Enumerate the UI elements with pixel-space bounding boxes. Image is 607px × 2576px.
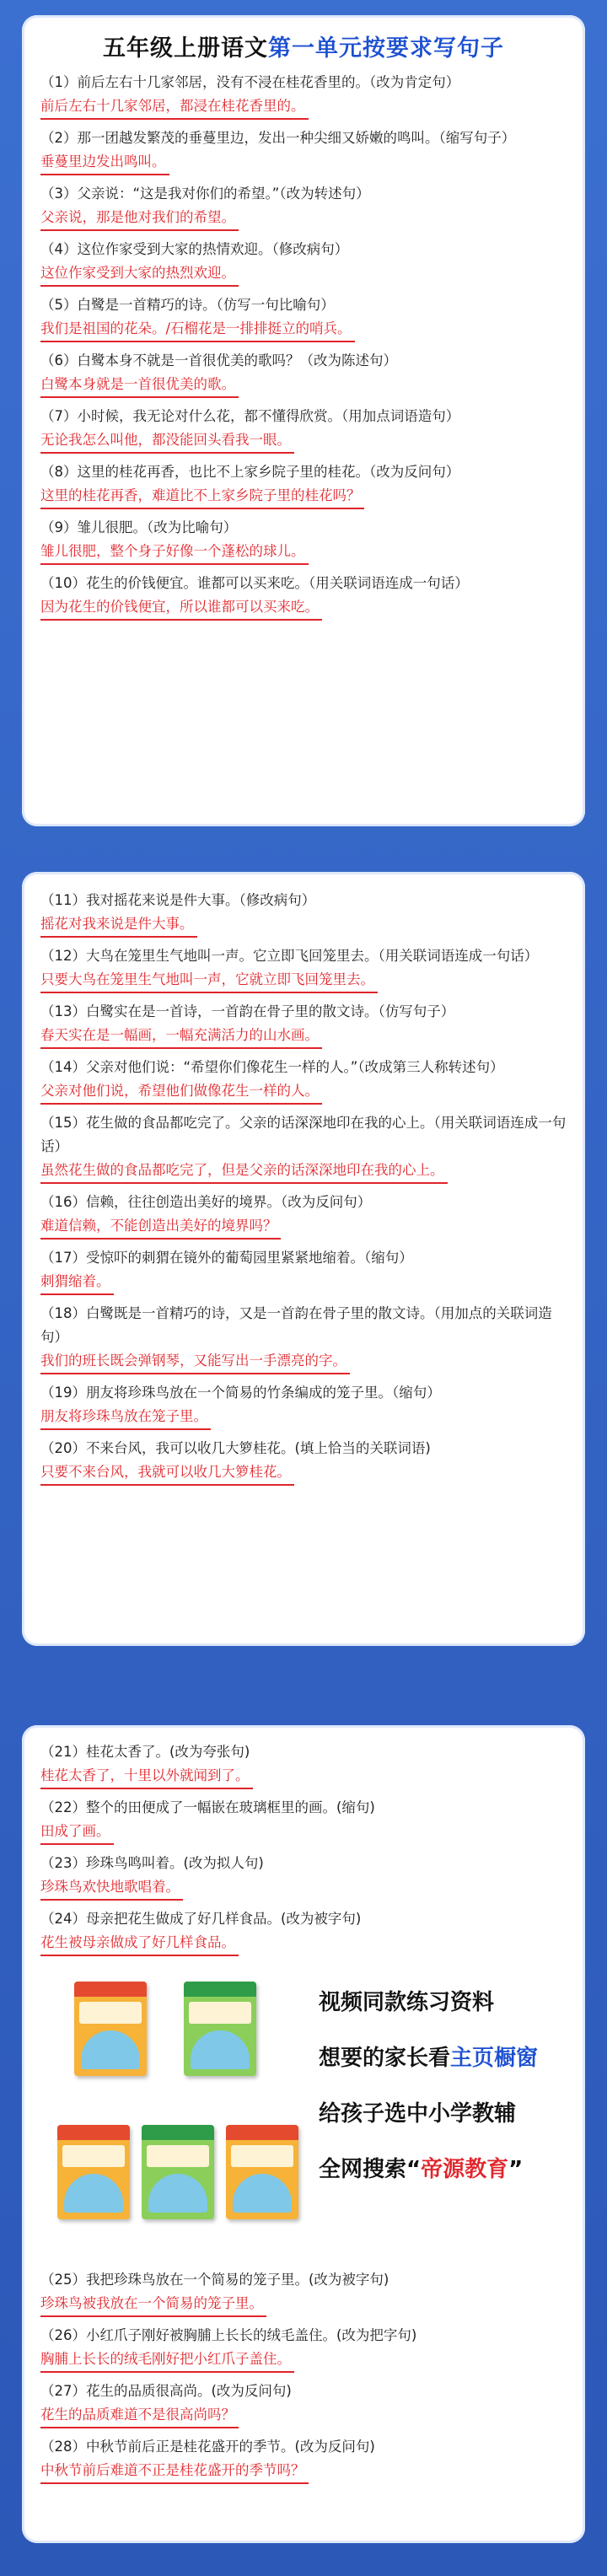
question: （7）小时候，我无论对什么花，都不懂得欣赏。（用加点词语造句） (40, 408, 460, 424)
question: （13）白鹭实在是一首诗，一首韵在骨子里的散文诗。（仿写句子） (40, 1003, 455, 1019)
exercise-item (40, 1246, 567, 1299)
exercise-item (40, 1111, 567, 1187)
title-part2: 第一单元按要求写句子 (268, 35, 504, 62)
exercise-item (40, 889, 567, 941)
answer: 我们是祖国的花朵。/石榴花是一排排挺立的哨兵。 (40, 317, 355, 342)
page-title (22, 15, 585, 71)
question: （19）朋友将珍珠鸟放在一个简易的竹条编成的笼子里。（缩句） (40, 1385, 441, 1401)
panel-2 (22, 872, 585, 1646)
question: （6）白鹭本身不就是一首很优美的歌吗？（改为陈述句） (40, 352, 397, 368)
answer: 朋友将珍珠鸟放在笼子里。 (40, 1405, 211, 1430)
exercise-item (40, 71, 567, 123)
question: （24）母亲把花生做成了好几样食品。(改为被字句) (40, 1911, 362, 1927)
book-cover-image (57, 2125, 130, 2219)
question: （21）桂花太香了。(改为夸张句) (40, 1744, 250, 1760)
answer: 前后左右十几家邻居，都浸在桂花香里的。 (40, 94, 309, 120)
answer: 珍珠鸟被我放在一个简易的笼子里。 (40, 2292, 266, 2317)
exercise-item (40, 126, 567, 179)
exercise-item (40, 1302, 567, 1378)
question: （22）整个的田便成了一幅嵌在玻璃框里的画。(缩句) (40, 1799, 375, 1815)
question: （18）白鹭既是一首精巧的诗，又是一首韵在骨子里的散文诗。（用加点的关联词造句） (40, 1305, 552, 1345)
question: （4）这位作家受到大家的热情欢迎。（修改病句） (40, 241, 349, 257)
answer: 无论我怎么叫他，都没能回头看我一眼。 (40, 428, 294, 454)
exercise-item (40, 182, 567, 234)
answer: 花生被母亲做成了好几样食品。 (40, 1931, 239, 1956)
question: （28）中秋节前后正是桂花盛开的季节。(改为反问句) (40, 2439, 375, 2455)
exercise-item (40, 1852, 567, 1904)
exercise-item (40, 349, 567, 401)
answer: 虽然花生做的食品都吃完了，但是父亲的话深深地印在我的心上。 (40, 1159, 448, 1184)
answer: 花生的品质难道不是很高尚吗？ (40, 2403, 239, 2428)
book-cover-image (226, 2125, 298, 2219)
promo-line (319, 2148, 580, 2204)
answer: 刺猬缩着。 (40, 1270, 114, 1295)
answer: 我们的班长既会弹钢琴，又能写出一手漂亮的字。 (40, 1349, 350, 1374)
exercise-item (40, 1437, 567, 1489)
question: （1）前后左右十几家邻居，没有不浸在桂花香里的。（改为肯定句） (40, 74, 460, 90)
answer: 这里的桂花再香，难道比不上家乡院子里的桂花吗？ (40, 484, 364, 509)
answer: 只要大鸟在笼里生气地叫一声，它就立即飞回笼里去。 (40, 968, 378, 993)
title-part1: 五年级上册语文 (103, 35, 268, 62)
promo-line-text: 全网搜索“ (319, 2157, 422, 2182)
question: （14）父亲对他们说：“希望你们像花生一样的人。”（改成第三人称转述句） (40, 1059, 504, 1075)
question: （26）小红爪子刚好被胸脯上长长的绒毛盖住。(改为把字句) (40, 2327, 417, 2343)
question: （11）我对摇花来说是件大事。（修改病句） (40, 892, 316, 908)
promo-line: 视频同款练习资料 (319, 1990, 495, 2015)
section-1-list (22, 71, 585, 624)
answer: 这位作家受到大家的热烈欢迎。 (40, 261, 239, 287)
promo-line-text: ” (508, 2157, 524, 2182)
answer: 珍珠鸟欢快地歌唱着。 (40, 1875, 183, 1901)
exercise-item (40, 1000, 567, 1052)
question: （27）花生的品质很高尚。(改为反问句) (40, 2383, 292, 2399)
exercise-item (40, 1056, 567, 1108)
question: （23）珍珠鸟鸣叫着。(改为拟人句) (40, 1855, 264, 1871)
exercise-item (40, 460, 567, 513)
book-cover-image (142, 2125, 214, 2219)
question: （20）不来台风，我可以收几大箩桂花。(填上恰当的关联词语) (40, 1440, 431, 1456)
question: （2）那一团越发繁茂的垂蔓里边，发出一种尖细又娇嫩的鸣叫。（缩写句子） (40, 130, 516, 146)
question: （8）这里的桂花再香，也比不上家乡院子里的桂花。（改为反问句） (40, 464, 460, 480)
answer: 田成了画。 (40, 1820, 114, 1845)
answer: 桂花太香了，十里以外就闻到了。 (40, 1764, 253, 1789)
exercise-item (40, 1381, 567, 1433)
answer: 白鹭本身就是一首很优美的歌。 (40, 373, 239, 398)
answer: 雏儿很肥，整个身子好像一个蓬松的球儿。 (40, 540, 309, 565)
exercise-item (40, 944, 567, 997)
answer: 春天实在是一幅画，一幅充满活力的山水画。 (40, 1024, 322, 1049)
exercise-item (40, 2435, 567, 2487)
promo-brand: 帝源教育 (421, 2157, 509, 2182)
exercise-item (40, 572, 567, 624)
exercise-item (40, 1740, 567, 1793)
question: （5）白鹭是一首精巧的诗。（仿写一句比喻句） (40, 297, 335, 313)
exercise-item (40, 293, 567, 346)
exercise-item (40, 2268, 567, 2321)
exercise-item (40, 1907, 567, 1960)
answer: 垂蔓里边发出鸣叫。 (40, 150, 169, 175)
question: （3）父亲说：“这是我对你们的希望。”（改为转述句） (40, 186, 370, 202)
question: （25）我把珍珠鸟放在一个简易的笼子里。(改为被字句) (40, 2272, 389, 2288)
answer: 只要不来台风，我就可以收几大箩桂花。 (40, 1460, 294, 1486)
exercise-item (40, 238, 567, 290)
promo-text (319, 1982, 580, 2204)
question: （12）大鸟在笼里生气地叫一声。它立即飞回笼里去。（用关联词语连成一句话） (40, 948, 539, 964)
promo-highlight: 主页橱窗 (450, 2046, 539, 2071)
exercise-item (40, 1796, 567, 1848)
section-2-list (22, 872, 585, 1489)
book-cover-image (74, 1982, 147, 2076)
book-cover-image (184, 1982, 256, 2076)
question: （10）花生的价钱便宜。谁都可以买来吃。（用关联词语连成一句话） (40, 575, 469, 591)
panel-3 (22, 1725, 585, 2543)
answer: 摇花对我来说是件大事。 (40, 912, 197, 938)
panel-1 (22, 15, 585, 826)
exercise-item (40, 2380, 567, 2432)
question: （16）信赖，往往创造出美好的境界。（改为反问句） (40, 1194, 372, 1210)
exercise-item (40, 1191, 567, 1243)
question: （17）受惊吓的刺猬在镜外的葡萄园里紧紧地缩着。（缩句） (40, 1250, 413, 1266)
question: （15）花生做的食品都吃完了。父亲的话深深地印在我的心上。（用关联词语连成一句话） (40, 1115, 567, 1154)
answer: 父亲对他们说，希望他们做像花生一样的人。 (40, 1079, 322, 1105)
answer: 因为花生的价钱便宜，所以谁都可以买来吃。 (40, 595, 322, 621)
answer: 中秋节前后难道不正是桂花盛开的季节吗？ (40, 2459, 309, 2484)
promo-block (40, 1965, 567, 2265)
promo-line (319, 2037, 580, 2093)
answer: 父亲说，那是他对我们的希望。 (40, 206, 239, 231)
promo-line-text: 想要的家长看 (319, 2046, 451, 2071)
exercise-item (40, 516, 567, 568)
answer: 胸脯上长长的绒毛刚好把小红爪子盖住。 (40, 2347, 294, 2373)
answer: 难道信赖，不能创造出美好的境界吗？ (40, 1214, 281, 1240)
section-3-list (22, 1725, 585, 2487)
exercise-item (40, 405, 567, 457)
exercise-item (40, 2324, 567, 2376)
promo-line: 给孩子选中小学教辅 (319, 2101, 517, 2127)
question: （9）雏儿很肥。（改为比喻句） (40, 519, 238, 535)
